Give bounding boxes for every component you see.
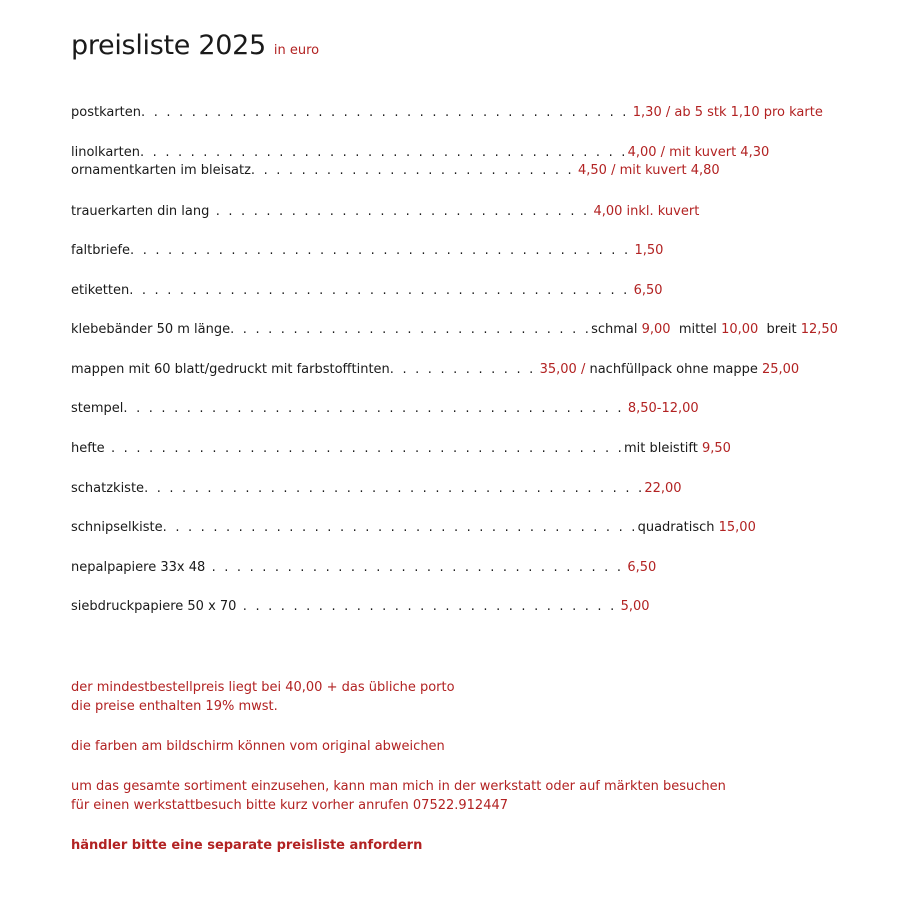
- note-colors: die farben am bildschirm können vom original abweichen: [71, 739, 445, 754]
- note-phone: für einen werkstattbesuch bitte kurz vorher anrufen 07522.912447: [71, 798, 509, 813]
- item-name: mappen mit 60 blatt/gedruckt mit farbstofftinten: [71, 362, 390, 377]
- notes-block-2: [71, 737, 445, 756]
- dot-leader: . . . . . . . . . . . . . . . . . . . . . . . . . . . . . . . . . . . . . . . .: [144, 481, 645, 496]
- item-name: klebebänder 50 m länge: [71, 322, 231, 337]
- dot-leader: . . . . . . . . . . . . . . . . . . . . . . . . . . . . . . . . . . . . . .: [162, 520, 638, 535]
- size-label-mittel: mittel: [670, 322, 722, 337]
- price-row-ornamentkarten: [71, 162, 720, 180]
- item-price: 35,00 /: [539, 362, 590, 377]
- item-name: faltbriefe: [71, 243, 131, 258]
- item-price: 22,00: [644, 481, 682, 496]
- price-row-stempel: [71, 400, 699, 418]
- item-name: hefte: [71, 441, 105, 456]
- price-list-page: [71, 0, 911, 923]
- price-row-postkarten: [71, 104, 823, 122]
- item-name: trauerkarten din lang: [71, 204, 210, 219]
- page-subtitle: in euro: [273, 43, 320, 58]
- note-dealers: händler bitte eine separate preisliste anfordern: [71, 838, 423, 853]
- item-price: 4,50 / mit kuvert 4,80: [578, 163, 720, 178]
- item-name: stempel: [71, 401, 124, 416]
- dot-leader: . . . . . . . . . . . . . . . . . . . . . . . . . . . . .: [230, 322, 592, 337]
- notes-block-3: [71, 777, 726, 815]
- item-name: schatzkiste: [71, 481, 145, 496]
- price-row-siebdruckpapiere: [71, 598, 650, 616]
- item-name: etiketten: [71, 283, 130, 298]
- item-price: 9,50: [702, 441, 731, 456]
- price-row-mappen: [71, 361, 799, 379]
- item-name: nepalpapiere 33x 48: [71, 560, 206, 575]
- page-title: preisliste 2025: [71, 30, 266, 61]
- item-price: 6,50: [633, 283, 663, 298]
- dot-leader: . . . . . . . . . . . . . . . . . . . . . . . . . . . . . . . . . . . . . . .: [139, 145, 628, 160]
- dot-leader: . . . . . . . . . . . . . . . . . . . . . . . . . . . . . . . . . . . . . . . . .: [104, 441, 624, 456]
- item-name: postkarten: [71, 105, 142, 120]
- price-row-hefte: [71, 440, 731, 458]
- price-row-schnipselkiste: [71, 519, 756, 537]
- price-row-linolkarten: [71, 144, 769, 162]
- dot-leader: . . . . . . . . . . . . . . . . . . . . . . . . . . . . . . . . . . . . . . . .: [130, 243, 631, 258]
- price-row-nepalpapiere: [71, 559, 656, 577]
- price-mittel: 10,00: [721, 322, 759, 337]
- note-minimum-order: der mindestbestellpreis liegt bei 40,00 + das übliche porto: [71, 680, 455, 695]
- title-row: [71, 30, 319, 61]
- size-label-schmal: schmal: [591, 322, 642, 337]
- item-price: 1,50: [634, 243, 664, 258]
- price-row-etiketten: [71, 282, 663, 300]
- dot-leader: . . . . . . . . . . . . . . . . . . . . . . . . . . . . . . . . . . . . . . . .: [123, 401, 624, 416]
- notes-block-4: [71, 836, 422, 855]
- item-price: 4,00 inkl. kuvert: [593, 204, 700, 219]
- dot-leader: . . . . . . . . . . . . . . . . . . . . . . . . . .: [250, 163, 574, 178]
- dot-leader: . . . . . . . . . . . . . . . . . . . . . . . . . . . . . . . . .: [205, 560, 624, 575]
- price-row-trauerkarten: [71, 203, 699, 221]
- item-price: 8,50-12,00: [627, 401, 699, 416]
- variant-label: mit bleistift: [623, 441, 702, 456]
- dot-leader: . . . . . . . . . . . . . . . . . . . . . . . . . . . . . . . . . . . . . . . .: [129, 283, 630, 298]
- item-price: 6,50: [627, 560, 657, 575]
- variant-label: quadratisch: [637, 520, 719, 535]
- price-row-klebebaender: [71, 321, 838, 339]
- item-name: siebdruckpapiere 50 x 70: [71, 599, 237, 614]
- dot-leader: . . . . . . . . . . . . . . . . . . . . . . . . . . . . . .: [236, 599, 617, 614]
- item-price: 1,30 / ab 5 stk 1,10 pro karte: [632, 105, 823, 120]
- refill-price: 25,00: [761, 362, 800, 377]
- dot-leader: . . . . . . . . . . . .: [389, 362, 536, 377]
- price-breit: 12,50: [800, 322, 838, 337]
- refill-label: nachfüllpack ohne mappe: [589, 362, 762, 377]
- note-visit: um das gesamte sortiment einzusehen, kann man mich in der werkstatt oder auf märkten besuchen: [71, 779, 726, 794]
- item-price: 4,00 / mit kuvert 4,30: [627, 145, 770, 160]
- notes-block-1: [71, 678, 455, 716]
- item-price: 5,00: [620, 599, 650, 614]
- note-vat: die preise enthalten 19% mwst.: [71, 699, 278, 714]
- item-name: ornamentkarten im bleisatz: [71, 163, 251, 178]
- dot-leader: . . . . . . . . . . . . . . . . . . . . . . . . . . . . . . . . . . . . . . .: [141, 105, 629, 120]
- item-name: linolkarten: [71, 145, 140, 160]
- size-label-breit: breit: [758, 322, 801, 337]
- item-price: 15,00: [718, 520, 756, 535]
- price-schmal: 9,00: [641, 322, 671, 337]
- item-name: schnipselkiste: [71, 520, 163, 535]
- dot-leader: . . . . . . . . . . . . . . . . . . . . . . . . . . . . . .: [209, 204, 590, 219]
- price-row-schatzkiste: [71, 480, 682, 498]
- price-row-faltbriefe: [71, 242, 663, 260]
